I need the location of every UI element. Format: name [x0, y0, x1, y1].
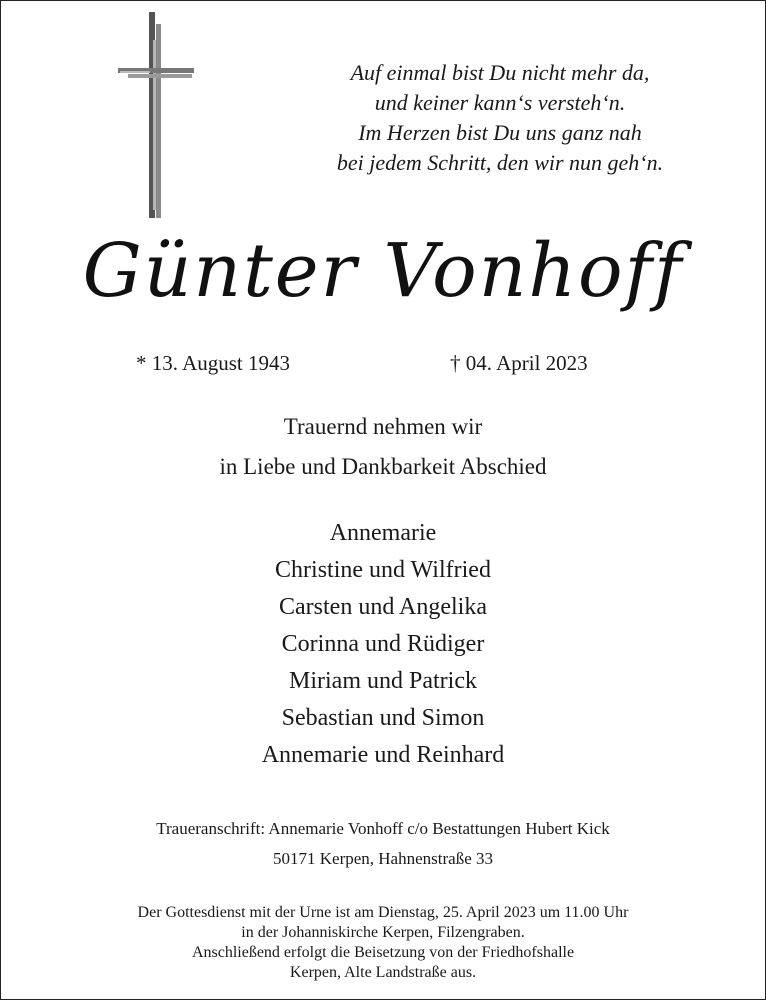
mourning-address — [0, 814, 766, 874]
service-line: Anschließend erfolgt die Beisetzung von der Friedhofshalle — [191, 944, 575, 961]
family-member: Carsten und Angelika — [279, 594, 487, 620]
family-member: Sebastian und Simon — [281, 705, 485, 731]
address-line: 50171 Kerpen, Hahnenstraße 33 — [273, 849, 493, 868]
cross-icon — [112, 10, 202, 224]
poem — [290, 58, 710, 178]
family-list — [0, 515, 766, 774]
death-date: † 04. April 2023 — [450, 351, 588, 375]
mourning-text — [0, 407, 766, 487]
poem-line: und keiner kann‘s versteh‘n. — [374, 90, 626, 115]
poem-line: Im Herzen bist Du uns ganz nah — [358, 120, 642, 145]
address-line: Traueranschrift: Annemarie Vonhoff c/o Bestattungen Hubert Kick — [156, 819, 610, 838]
mourning-line: in Liebe und Dankbarkeit Abschied — [219, 454, 547, 479]
poem-line: bei jedem Schritt, den wir nun geh‘n. — [336, 150, 664, 175]
poem-line: Auf einmal bist Du nicht mehr da, — [350, 60, 650, 85]
service-line: Kerpen, Alte Landstraße aus. — [289, 964, 477, 981]
mourning-line: Trauernd nehmen wir — [283, 414, 483, 439]
deceased-name: Günter Vonhoff — [82, 228, 684, 314]
family-member: Annemarie und Reinhard — [261, 742, 505, 768]
service-line: in der Johanniskirche Kerpen, Filzengraben. — [241, 924, 525, 941]
service-info — [0, 903, 766, 983]
birth-date: * 13. August 1943 — [136, 351, 291, 375]
family-member: Miriam und Patrick — [289, 668, 477, 694]
service-line: Der Gottesdienst mit der Urne ist am Dienstag, 25. April 2023 um 11.00 Uhr — [137, 904, 629, 921]
family-member: Christine und Wilfried — [275, 557, 491, 583]
family-member: Corinna und Rüdiger — [281, 631, 485, 657]
family-member: Annemarie — [329, 520, 437, 546]
